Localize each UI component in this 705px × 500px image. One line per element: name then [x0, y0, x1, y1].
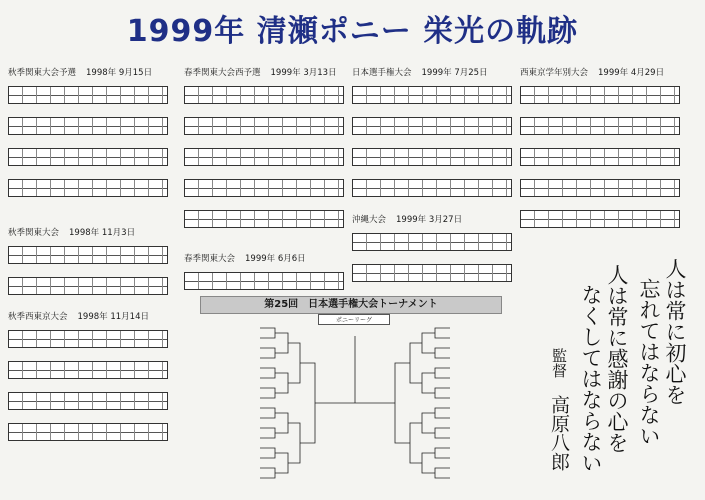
section-date: 1998年 9月15日 [86, 68, 153, 78]
motto-signature: 高原八郎 [548, 395, 570, 471]
score-table [8, 81, 168, 109]
motto-line-2: 忘れてはならない [637, 278, 661, 446]
section-nishitokyo-gakunen [520, 66, 680, 233]
section-haru-kanto [184, 252, 344, 295]
score-table [8, 387, 168, 415]
section-aki-kanto [8, 226, 168, 300]
section-date: 1999年 3月27日 [396, 215, 463, 225]
score-table [352, 143, 512, 171]
tournament-number: 第25回 [264, 299, 299, 310]
score-table [352, 228, 512, 256]
score-table [8, 418, 168, 446]
motto-line-1: 人は常に初心を [663, 258, 687, 405]
section-date: 1999年 3月13日 [270, 68, 337, 78]
section-date: 1998年 11月14日 [77, 312, 149, 322]
section-date: 1998年 11月3日 [69, 228, 136, 238]
score-table [352, 112, 512, 140]
score-table [184, 81, 344, 109]
score-table [352, 81, 512, 109]
section-name: 秋季関東大会 [8, 228, 60, 238]
page-title: 1999年 清瀬ポニー 栄光の軌跡 [126, 14, 579, 49]
tournament-bracket [200, 296, 510, 496]
score-table [520, 205, 680, 233]
section-okinawa [352, 213, 512, 287]
section-name: 春季関東大会西予選 [184, 68, 261, 78]
score-table [520, 174, 680, 202]
section-aki-kanto-yosen [8, 66, 168, 202]
score-table [8, 241, 168, 269]
score-table [520, 112, 680, 140]
league-label: ポニーリーグ [318, 314, 390, 325]
score-table [184, 112, 344, 140]
motto-role: 監督 [550, 348, 568, 378]
section-date: 1999年 4月29日 [598, 68, 665, 78]
section-name: 日本選手権大会 [352, 68, 412, 78]
section-name: 春季関東大会 [184, 254, 236, 264]
score-table [8, 325, 168, 353]
section-haru-kanto-nishi-yosen [184, 66, 344, 233]
section-nihon-senshuken [352, 66, 512, 202]
score-table [520, 143, 680, 171]
score-table [184, 174, 344, 202]
section-date: 1999年 6月6日 [245, 254, 306, 264]
score-table [8, 174, 168, 202]
score-table [8, 272, 168, 300]
section-name: 西東京学年別大会 [520, 68, 589, 78]
score-table [352, 259, 512, 287]
motto-line-3: 人は常に感謝の心を [605, 264, 629, 453]
section-aki-nishitokyo [8, 310, 168, 446]
section-name: 秋季西東京大会 [8, 312, 68, 322]
section-name: 秋季関東大会予選 [8, 68, 77, 78]
score-table [8, 356, 168, 384]
tournament-title: 日本選手権大会トーナメント [308, 299, 438, 310]
bracket-lines [200, 296, 510, 496]
motto-line-4: なくしてはならない [579, 284, 603, 473]
score-table [352, 174, 512, 202]
score-table [184, 205, 344, 233]
score-table [184, 143, 344, 171]
section-date: 1999年 7月25日 [421, 68, 488, 78]
section-name: 沖縄大会 [352, 215, 387, 225]
score-table [8, 112, 168, 140]
score-table [8, 143, 168, 171]
score-table [184, 267, 344, 295]
score-table [520, 81, 680, 109]
